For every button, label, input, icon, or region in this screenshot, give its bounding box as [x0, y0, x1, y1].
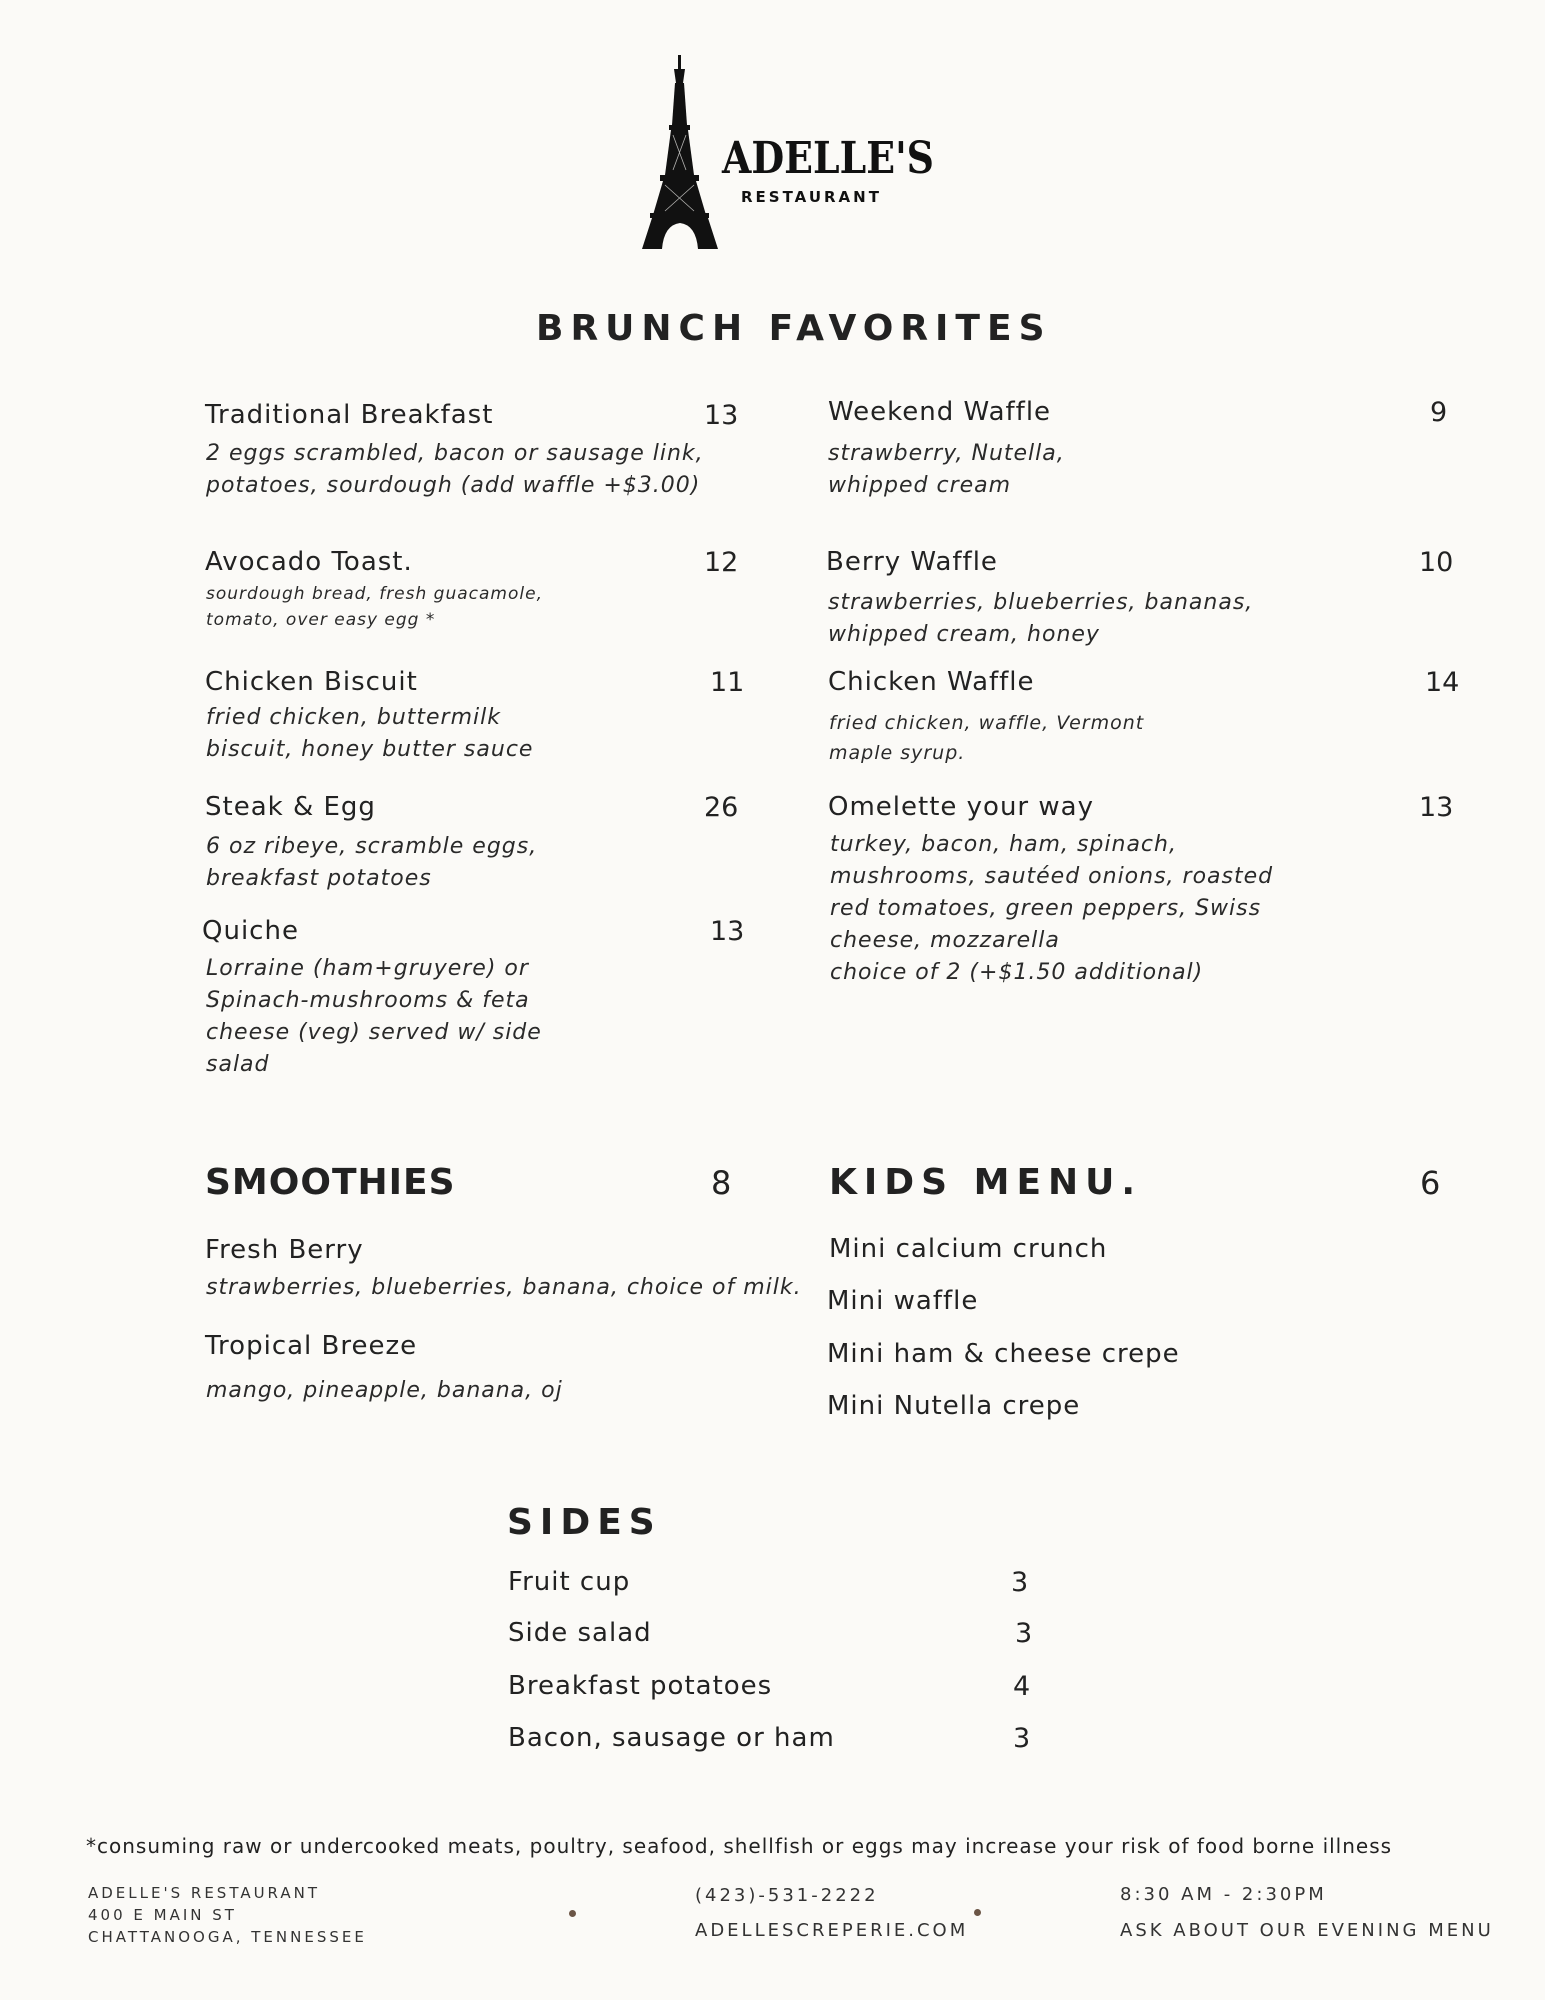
- restaurant-logo: [640, 55, 934, 255]
- menu-item-name: Quiche: [202, 916, 299, 946]
- footer-website: ADELLESCREPERIE.COM: [695, 1920, 969, 1941]
- kids-menu-item: Mini ham & cheese crepe: [827, 1339, 1180, 1369]
- kids-menu-item: Mini calcium crunch: [829, 1234, 1108, 1264]
- eiffel-tower-icon: [640, 55, 720, 255]
- logo-subtitle: RESTAURANT: [741, 188, 882, 206]
- menu-item-price: 10: [1419, 547, 1454, 578]
- menu-item-description: strawberry, Nutella, whipped cream: [828, 441, 1065, 498]
- menu-item-name: Chicken Waffle: [828, 667, 1035, 697]
- menu-item-name: Avocado Toast.: [205, 547, 413, 577]
- footer-separator-dot: [569, 1910, 576, 1917]
- kids-menu-item: Mini Nutella crepe: [827, 1391, 1081, 1421]
- kids-menu-section-title: KIDS MENU.: [829, 1162, 1143, 1203]
- kids-menu-price: 6: [1420, 1164, 1441, 1202]
- side-item-price: 3: [1011, 1567, 1029, 1598]
- footer-phone: (423)-531-2222: [695, 1885, 879, 1906]
- side-item-name: Breakfast potatoes: [508, 1671, 773, 1701]
- side-item-price: 4: [1013, 1671, 1031, 1702]
- menu-item-price: 9: [1430, 397, 1448, 428]
- smoothies-price: 8: [711, 1164, 732, 1202]
- menu-item-name: Traditional Breakfast: [205, 400, 494, 430]
- menu-item-description: strawberries, blueberries, bananas, whipped cream, honey: [828, 590, 1254, 647]
- side-item-price: 3: [1013, 1723, 1031, 1754]
- menu-item-description: Lorraine (ham+gruyere) or Spinach-mushrooms & feta cheese (veg) served w/ side salad: [206, 956, 542, 1077]
- footer-separator-dot: [974, 1909, 981, 1916]
- menu-item-name: Omelette your way: [828, 792, 1094, 822]
- menu-item-name: Weekend Waffle: [828, 397, 1052, 427]
- menu-item-price: 11: [710, 667, 745, 698]
- smoothie-item-name: Fresh Berry: [205, 1235, 364, 1265]
- menu-item-price: 13: [1419, 792, 1454, 823]
- menu-item-name: Steak & Egg: [205, 792, 376, 822]
- brunch-section-title: BRUNCH FAVORITES: [536, 308, 1052, 349]
- food-safety-disclaimer: *consuming raw or undercooked meats, poultry, seafood, shellfish or eggs may increase your risk of food borne illness: [86, 1834, 1393, 1858]
- smoothies-section-title: SMOOTHIES: [205, 1162, 456, 1203]
- kids-menu-item: Mini waffle: [827, 1286, 979, 1316]
- footer-address: ADELLE'S RESTAURANT 400 E MAIN ST CHATTANOOGA, TENNESSEE: [88, 1884, 367, 1946]
- menu-item-price: 14: [1425, 667, 1460, 698]
- smoothie-item-description: strawberries, blueberries, banana, choice of milk.: [206, 1275, 802, 1300]
- side-item-name: Side salad: [508, 1618, 652, 1648]
- menu-item-description: 6 oz ribeye, scramble eggs, breakfast potatoes: [206, 834, 538, 891]
- menu-item-description: turkey, bacon, ham, spinach, mushrooms, sautéed onions, roasted red tomatoes, green peppers, Swiss cheese, mozzarella choice of 2 (+$1.50 additional): [830, 832, 1274, 985]
- sides-section-title: SIDES: [507, 1502, 662, 1543]
- menu-item-name: Berry Waffle: [826, 547, 998, 577]
- menu-item-price: 26: [704, 792, 739, 823]
- side-item-name: Fruit cup: [508, 1567, 631, 1597]
- smoothie-item-description: mango, pineapple, banana, oj: [206, 1378, 563, 1403]
- menu-item-description: sourdough bread, fresh guacamole, tomato, over easy egg *: [206, 584, 543, 630]
- logo-name: ADELLE'S: [722, 133, 934, 184]
- menu-item-price: 13: [710, 916, 745, 947]
- smoothie-item-name: Tropical Breeze: [205, 1331, 418, 1361]
- footer-hours: 8:30 AM - 2:30PM: [1120, 1884, 1327, 1905]
- menu-item-price: 12: [704, 547, 739, 578]
- menu-item-description: fried chicken, waffle, Vermont maple syrup.: [829, 712, 1145, 764]
- menu-item-description: 2 eggs scrambled, bacon or sausage link, potatoes, sourdough (add waffle +$3.00): [206, 441, 704, 498]
- menu-item-price: 13: [704, 400, 739, 431]
- footer-evening-menu: ASK ABOUT OUR EVENING MENU: [1120, 1920, 1494, 1941]
- menu-item-name: Chicken Biscuit: [205, 667, 418, 697]
- side-item-name: Bacon, sausage or ham: [508, 1723, 835, 1753]
- menu-item-description: fried chicken, buttermilk biscuit, honey butter sauce: [206, 705, 534, 762]
- side-item-price: 3: [1015, 1618, 1033, 1649]
